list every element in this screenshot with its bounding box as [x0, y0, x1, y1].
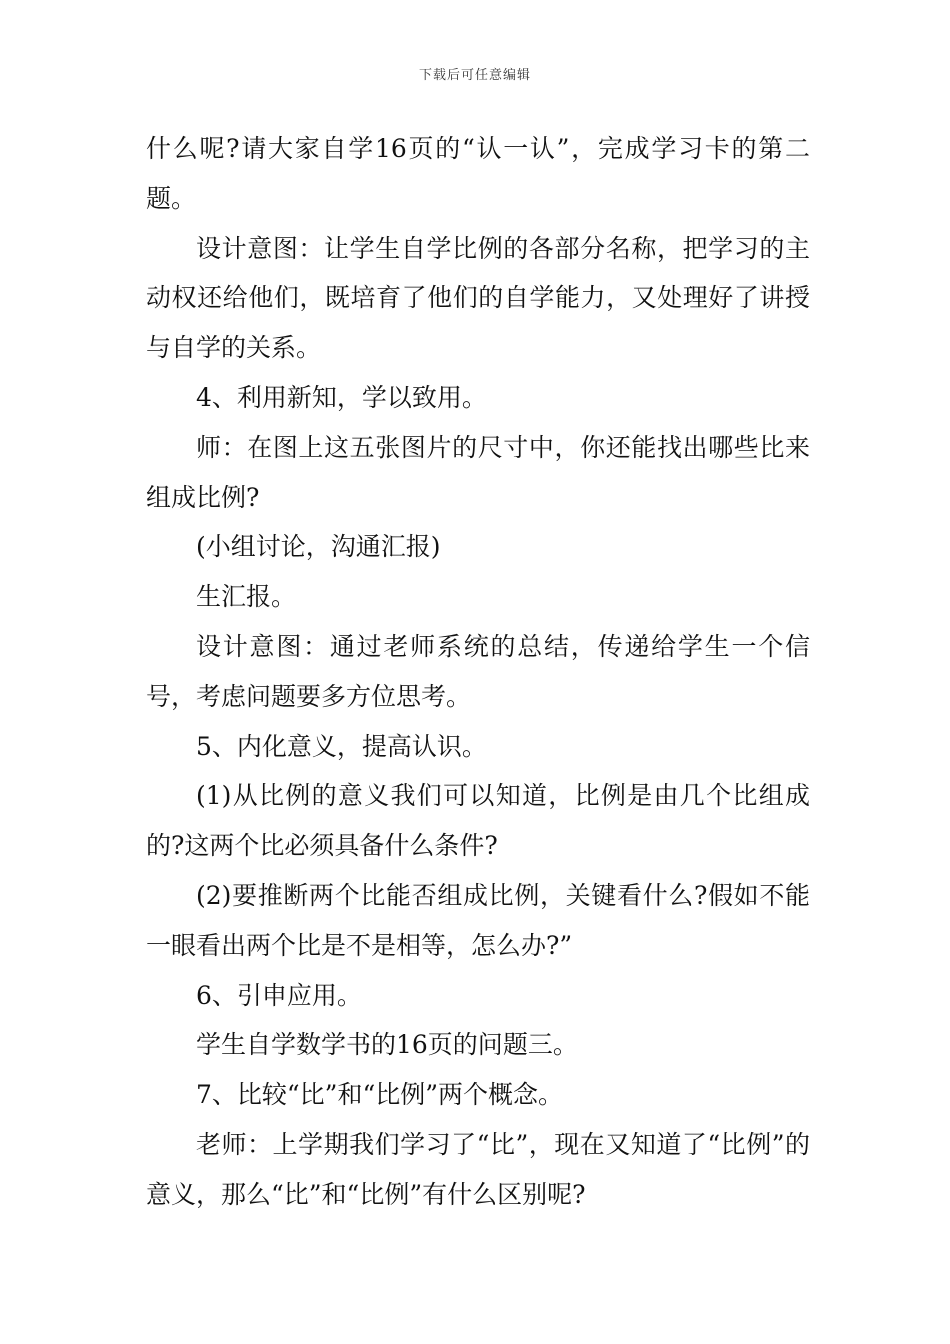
paragraph: 生汇报。	[196, 582, 297, 612]
paragraph: 6、引申应用。	[196, 980, 362, 1010]
paragraph: (1)从比例的意义我们可以知道，比例是由几个比组成的?这两个比必须具备什么条件?	[146, 781, 810, 861]
paragraph: 师：在图上这五张图片的尺寸中，你还能找出哪些比来组成比例?	[146, 432, 810, 512]
paragraph: 7、比较“比”和“比例”两个概念。	[196, 1080, 564, 1110]
paragraph: 学生自学数学书的16页的问题三。	[196, 1030, 578, 1060]
paragraph: (2)要推断两个比能否组成比例，关键看什么?假如不能一眼看出两个比是不是相等，怎么办?”	[146, 880, 810, 960]
paragraph: 设计意图：让学生自学比例的各部分名称，把学习的主动权还给他们，既培育了他们的自学能力，又处理好了讲授与自学的关系。	[146, 233, 810, 363]
paragraph: 什么呢?请大家自学16页的“认一认”，完成学习卡的第二题。	[146, 134, 810, 213]
document-body	[146, 124, 810, 1220]
paragraph: 老师：上学期我们学习了“比”，现在又知道了“比例”的意义，那么“比”和“比例”有什么区别呢?	[146, 1129, 811, 1209]
page-header-note: 下载后可任意编辑	[418, 68, 531, 83]
paragraph: 4、利用新知，学以致用。	[196, 382, 487, 412]
paragraph: 设计意图：通过老师系统的总结，传递给学生一个信号，考虑问题要多方位思考。	[146, 631, 810, 711]
paragraph: 5、内化意义，提高认识。	[196, 731, 487, 761]
paragraph: (小组讨论，沟通汇报)	[196, 532, 441, 562]
